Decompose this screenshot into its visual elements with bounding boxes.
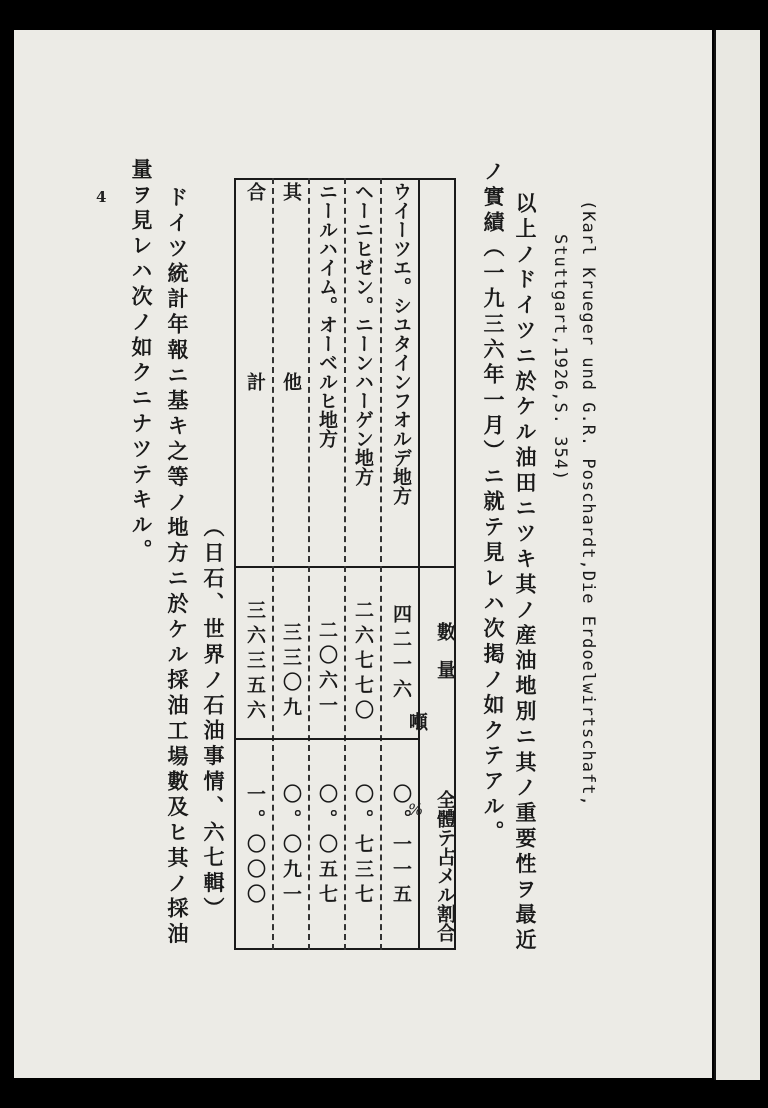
row-2-share: 〇。七三七 xyxy=(352,784,374,909)
row-4-region: 其 他 xyxy=(280,182,302,391)
row-5-quantity: 三六三五六 xyxy=(244,600,266,725)
intro-line-1: 以上ノドイツニ於ケル油田ニツキ其ノ産油地別ニ其ノ重要性ヲ最近 xyxy=(513,192,538,954)
row-1-share: 〇。一一五 xyxy=(390,784,412,909)
row-2-quantity: 二六七七〇 xyxy=(352,600,374,725)
intro-line-2: ノ實績（一九三六年一月）ニ就テ見レハ次掲ノ如クテアル。 xyxy=(481,160,506,846)
row-1-quantity: 四二一六 xyxy=(390,604,412,704)
row-3-share: 〇。〇五七 xyxy=(316,784,338,909)
row-2-region: ヘーニヒゼン。ニーンハーゲン地方 xyxy=(352,182,374,486)
source-note: （日石、世界ノ石油事情、六七輯） xyxy=(201,516,226,923)
closing-line-2: 量ヲ見レハ次ノ如クニナツテキル。 xyxy=(129,158,154,565)
unit-label: 噸 xyxy=(406,712,428,731)
citation-line-2: Stuttgart,1926,S. 354) xyxy=(550,234,570,482)
percent-mark: % xyxy=(408,800,424,819)
header-share: 全體テ占メル割合 xyxy=(434,790,456,942)
row-5-region: 合 計 xyxy=(244,182,266,391)
row-3-quantity: 二〇六一 xyxy=(316,620,338,720)
page-number: 4 xyxy=(96,188,107,206)
row-3-region: ニールハイム。オーベルヒ地方 xyxy=(316,182,338,448)
row-1-region: ウイーツエ。シユタインフオルデ地方 xyxy=(390,182,412,505)
row-4-quantity: 三三〇九 xyxy=(280,622,302,722)
header-quantity: 數 量 xyxy=(434,622,456,679)
row-5-share: 一。〇〇〇 xyxy=(244,784,266,909)
citation-line-1: (Karl Krueger und G.R. Poschardt,Die Erdoelwirtschaft, xyxy=(578,200,598,807)
closing-line-1: ドイツ統計年報ニ基キ之等ノ地方ニ於ケル採油工場數及ヒ其ノ採油 xyxy=(165,186,190,948)
row-4-share: 〇。〇九一 xyxy=(280,784,302,909)
adjacent-page-strip xyxy=(716,30,760,1080)
